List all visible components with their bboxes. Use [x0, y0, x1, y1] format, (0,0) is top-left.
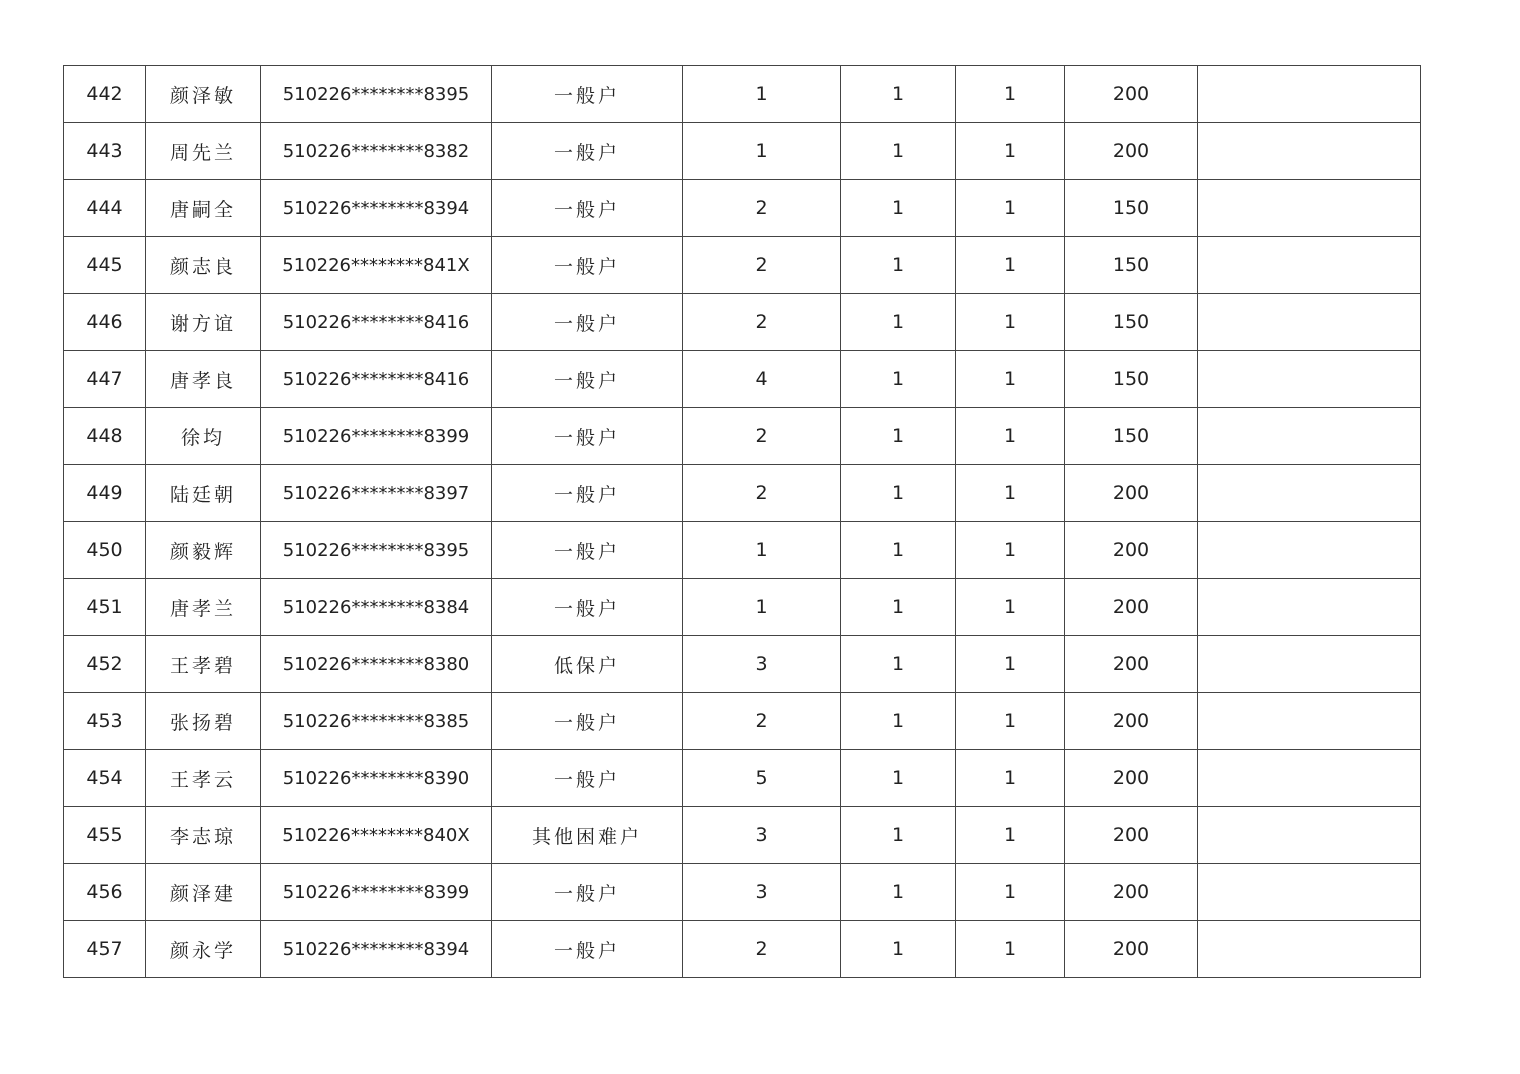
id-number-cell: 510226********8399 — [261, 408, 492, 465]
name-cell: 唐孝兰 — [146, 579, 261, 636]
quantity-cell: 1 — [841, 237, 956, 294]
row-number-cell: 445 — [64, 237, 146, 294]
quantity-cell: 1 — [956, 66, 1065, 123]
id-number-cell: 510226********8382 — [261, 123, 492, 180]
quantity-cell: 1 — [841, 921, 956, 978]
amount-cell: 200 — [1065, 465, 1198, 522]
table-row — [64, 237, 1421, 294]
household-type-cell: 低保户 — [492, 636, 683, 693]
quantity-cell: 1 — [841, 579, 956, 636]
remark-cell — [1198, 66, 1421, 123]
quantity-cell: 1 — [841, 864, 956, 921]
household-type-cell: 一般户 — [492, 351, 683, 408]
household-type-cell: 一般户 — [492, 921, 683, 978]
count-cell: 1 — [683, 66, 841, 123]
table-row — [64, 180, 1421, 237]
count-cell: 2 — [683, 921, 841, 978]
remark-cell — [1198, 864, 1421, 921]
count-cell: 2 — [683, 180, 841, 237]
quantity-cell: 1 — [841, 636, 956, 693]
remark-cell — [1198, 750, 1421, 807]
remark-cell — [1198, 693, 1421, 750]
name-cell: 徐均 — [146, 408, 261, 465]
table-row — [64, 750, 1421, 807]
household-type-cell: 一般户 — [492, 864, 683, 921]
count-cell: 4 — [683, 351, 841, 408]
count-cell: 1 — [683, 579, 841, 636]
remark-cell — [1198, 579, 1421, 636]
amount-cell: 200 — [1065, 123, 1198, 180]
amount-cell: 200 — [1065, 750, 1198, 807]
count-cell: 1 — [683, 522, 841, 579]
amount-cell: 200 — [1065, 864, 1198, 921]
amount-cell: 150 — [1065, 351, 1198, 408]
remark-cell — [1198, 237, 1421, 294]
name-cell: 王孝云 — [146, 750, 261, 807]
id-number-cell: 510226********8385 — [261, 693, 492, 750]
count-cell: 5 — [683, 750, 841, 807]
quantity-cell: 1 — [841, 294, 956, 351]
id-number-cell: 510226********841X — [261, 237, 492, 294]
quantity-cell: 1 — [956, 693, 1065, 750]
row-number-cell: 455 — [64, 807, 146, 864]
amount-cell: 150 — [1065, 294, 1198, 351]
quantity-cell: 1 — [841, 66, 956, 123]
row-number-cell: 456 — [64, 864, 146, 921]
remark-cell — [1198, 921, 1421, 978]
quantity-cell: 1 — [956, 864, 1065, 921]
row-number-cell: 444 — [64, 180, 146, 237]
row-number-cell: 452 — [64, 636, 146, 693]
quantity-cell: 1 — [841, 522, 956, 579]
amount-cell: 200 — [1065, 921, 1198, 978]
id-number-cell: 510226********8384 — [261, 579, 492, 636]
table-row — [64, 636, 1421, 693]
table-body — [64, 66, 1421, 978]
name-cell: 颜泽敏 — [146, 66, 261, 123]
row-number-cell: 448 — [64, 408, 146, 465]
remark-cell — [1198, 123, 1421, 180]
name-cell: 周先兰 — [146, 123, 261, 180]
row-number-cell: 447 — [64, 351, 146, 408]
quantity-cell: 1 — [841, 180, 956, 237]
quantity-cell: 1 — [841, 351, 956, 408]
table-row — [64, 522, 1421, 579]
quantity-cell: 1 — [956, 750, 1065, 807]
household-type-cell: 一般户 — [492, 522, 683, 579]
name-cell: 谢方谊 — [146, 294, 261, 351]
household-type-cell: 一般户 — [492, 465, 683, 522]
name-cell: 陆廷朝 — [146, 465, 261, 522]
remark-cell — [1198, 465, 1421, 522]
id-number-cell: 510226********8399 — [261, 864, 492, 921]
row-number-cell: 442 — [64, 66, 146, 123]
count-cell: 2 — [683, 408, 841, 465]
table-row — [64, 807, 1421, 864]
name-cell: 唐孝良 — [146, 351, 261, 408]
amount-cell: 150 — [1065, 408, 1198, 465]
id-number-cell: 510226********8380 — [261, 636, 492, 693]
id-number-cell: 510226********8394 — [261, 921, 492, 978]
quantity-cell: 1 — [956, 636, 1065, 693]
quantity-cell: 1 — [956, 921, 1065, 978]
remark-cell — [1198, 351, 1421, 408]
amount-cell: 200 — [1065, 807, 1198, 864]
quantity-cell: 1 — [956, 123, 1065, 180]
row-number-cell: 453 — [64, 693, 146, 750]
count-cell: 3 — [683, 636, 841, 693]
amount-cell: 150 — [1065, 237, 1198, 294]
id-number-cell: 510226********8394 — [261, 180, 492, 237]
count-cell: 3 — [683, 807, 841, 864]
table-row — [64, 66, 1421, 123]
row-number-cell: 450 — [64, 522, 146, 579]
row-number-cell: 457 — [64, 921, 146, 978]
remark-cell — [1198, 807, 1421, 864]
amount-cell: 200 — [1065, 66, 1198, 123]
id-number-cell: 510226********8395 — [261, 66, 492, 123]
id-number-cell: 510226********8416 — [261, 351, 492, 408]
name-cell: 颜永学 — [146, 921, 261, 978]
row-number-cell: 443 — [64, 123, 146, 180]
table-row — [64, 579, 1421, 636]
count-cell: 2 — [683, 294, 841, 351]
remark-cell — [1198, 294, 1421, 351]
quantity-cell: 1 — [956, 237, 1065, 294]
name-cell: 王孝碧 — [146, 636, 261, 693]
name-cell: 唐嗣全 — [146, 180, 261, 237]
amount-cell: 200 — [1065, 522, 1198, 579]
household-type-cell: 一般户 — [492, 579, 683, 636]
quantity-cell: 1 — [956, 465, 1065, 522]
id-number-cell: 510226********8397 — [261, 465, 492, 522]
quantity-cell: 1 — [956, 522, 1065, 579]
row-number-cell: 451 — [64, 579, 146, 636]
remark-cell — [1198, 522, 1421, 579]
count-cell: 2 — [683, 693, 841, 750]
count-cell: 1 — [683, 123, 841, 180]
table-row — [64, 921, 1421, 978]
household-type-cell: 一般户 — [492, 180, 683, 237]
row-number-cell: 446 — [64, 294, 146, 351]
name-cell: 颜泽建 — [146, 864, 261, 921]
row-number-cell: 449 — [64, 465, 146, 522]
remark-cell — [1198, 408, 1421, 465]
count-cell: 3 — [683, 864, 841, 921]
name-cell: 李志琼 — [146, 807, 261, 864]
amount-cell: 150 — [1065, 180, 1198, 237]
id-number-cell: 510226********8416 — [261, 294, 492, 351]
name-cell: 颜志良 — [146, 237, 261, 294]
quantity-cell: 1 — [956, 180, 1065, 237]
quantity-cell: 1 — [956, 807, 1065, 864]
table-row — [64, 351, 1421, 408]
quantity-cell: 1 — [956, 294, 1065, 351]
quantity-cell: 1 — [956, 408, 1065, 465]
remark-cell — [1198, 636, 1421, 693]
table-row — [64, 693, 1421, 750]
id-number-cell: 510226********8390 — [261, 750, 492, 807]
quantity-cell: 1 — [841, 693, 956, 750]
household-type-cell: 一般户 — [492, 123, 683, 180]
amount-cell: 200 — [1065, 636, 1198, 693]
row-number-cell: 454 — [64, 750, 146, 807]
amount-cell: 200 — [1065, 579, 1198, 636]
remark-cell — [1198, 180, 1421, 237]
name-cell: 张扬碧 — [146, 693, 261, 750]
data-table — [63, 65, 1421, 978]
count-cell: 2 — [683, 465, 841, 522]
quantity-cell: 1 — [841, 750, 956, 807]
household-type-cell: 一般户 — [492, 237, 683, 294]
table-row — [64, 864, 1421, 921]
table-row — [64, 465, 1421, 522]
household-type-cell: 一般户 — [492, 294, 683, 351]
household-type-cell: 一般户 — [492, 408, 683, 465]
quantity-cell: 1 — [841, 408, 956, 465]
quantity-cell: 1 — [841, 465, 956, 522]
quantity-cell: 1 — [841, 123, 956, 180]
quantity-cell: 1 — [841, 807, 956, 864]
id-number-cell: 510226********8395 — [261, 522, 492, 579]
table-row — [64, 408, 1421, 465]
table-row — [64, 123, 1421, 180]
quantity-cell: 1 — [956, 579, 1065, 636]
household-type-cell: 一般户 — [492, 66, 683, 123]
table-row — [64, 294, 1421, 351]
quantity-cell: 1 — [956, 351, 1065, 408]
household-type-cell: 其他困难户 — [492, 807, 683, 864]
count-cell: 2 — [683, 237, 841, 294]
household-type-cell: 一般户 — [492, 693, 683, 750]
id-number-cell: 510226********840X — [261, 807, 492, 864]
name-cell: 颜毅辉 — [146, 522, 261, 579]
household-type-cell: 一般户 — [492, 750, 683, 807]
amount-cell: 200 — [1065, 693, 1198, 750]
